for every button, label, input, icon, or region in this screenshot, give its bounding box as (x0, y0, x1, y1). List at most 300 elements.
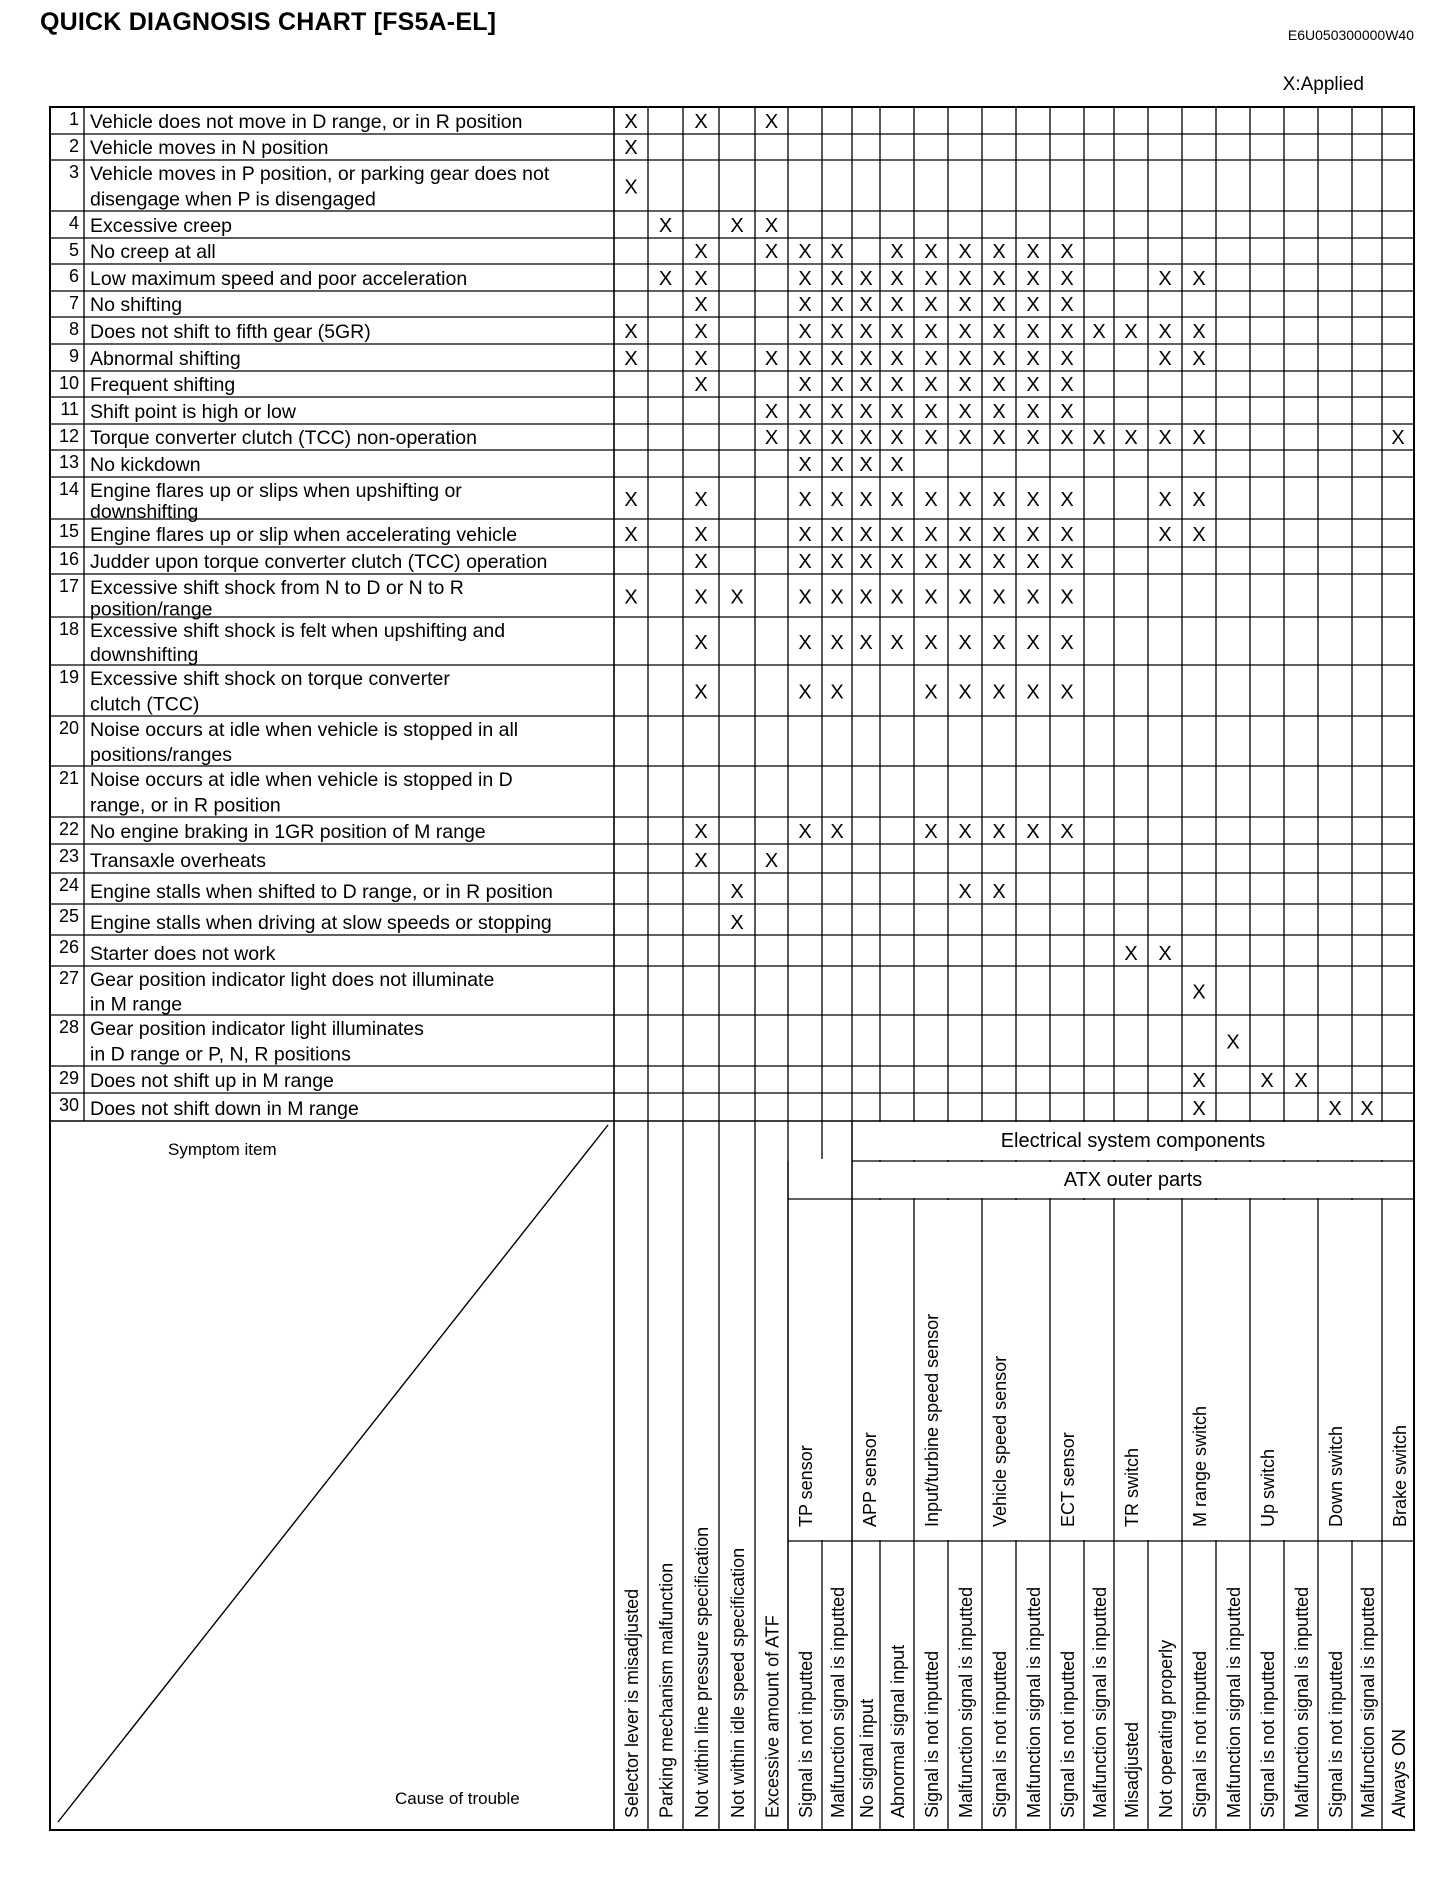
applied-mark: X (1360, 1098, 1374, 1120)
applied-mark: X (992, 401, 1006, 423)
applied-mark: X (830, 821, 844, 843)
applied-mark: X (830, 524, 844, 546)
applied-mark: X (624, 524, 638, 546)
applied-mark: X (1158, 524, 1172, 546)
applied-mark: X (798, 821, 812, 843)
column-label-1: Selector lever is misadjusted (622, 1588, 642, 1818)
applied-mark: X (958, 374, 972, 396)
applied-mark: X (730, 215, 744, 237)
applied-mark: X (1026, 294, 1040, 316)
symptom-text: positions/ranges (90, 744, 233, 766)
symptom-text: No kickdown (90, 454, 201, 476)
applied-mark: X (859, 374, 873, 396)
applied-mark: X (830, 632, 844, 654)
row-number: 13 (58, 452, 79, 472)
applied-mark: X (798, 321, 812, 343)
applied-mark: X (924, 524, 938, 546)
applied-mark: X (1391, 427, 1405, 449)
applied-mark: X (924, 681, 938, 704)
applied-mark: X (830, 268, 844, 290)
applied-mark: X (694, 586, 708, 609)
applied-mark: X (624, 176, 638, 199)
applied-mark: X (1158, 427, 1172, 449)
column-label-23: Malfunction signal is inputted (1358, 1586, 1378, 1818)
applied-mark: X (1158, 268, 1172, 290)
column-label-2: Parking mechanism malfunction (656, 1562, 677, 1818)
column-label-5: Excessive amount of ATF (762, 1615, 783, 1818)
applied-mark: X (1092, 321, 1106, 343)
row-number: 23 (58, 846, 79, 866)
sensor-group-label-5: ECT sensor (1058, 1432, 1078, 1527)
applied-mark: X (890, 348, 904, 370)
applied-mark: X (1192, 427, 1206, 449)
applied-mark: X (859, 401, 873, 423)
applied-mark: X (992, 241, 1006, 263)
applied-mark: X (830, 681, 844, 704)
sensor-group-label-9: Down switch (1326, 1425, 1346, 1527)
applied-mark: X (1192, 524, 1206, 546)
applied-mark: X (1026, 489, 1040, 511)
column-label-10: Signal is not inputted (922, 1650, 942, 1818)
applied-mark: X (1060, 551, 1074, 573)
row-number: 18 (58, 619, 79, 639)
applied-mark: X (859, 524, 873, 546)
applied-mark: X (1026, 241, 1040, 263)
row-number: 11 (60, 399, 79, 419)
applied-mark: X (958, 632, 972, 654)
column-label-11: Malfunction signal is inputted (956, 1586, 976, 1818)
column-label-12: Signal is not inputted (990, 1650, 1010, 1818)
applied-mark: X (992, 489, 1006, 511)
applied-mark: X (1026, 681, 1040, 704)
row-number: 28 (58, 1017, 79, 1037)
applied-mark: X (992, 348, 1006, 370)
applied-mark: X (1060, 586, 1074, 609)
applied-mark: X (859, 632, 873, 654)
column-label-19: Malfunction signal is inputted (1224, 1586, 1244, 1818)
applied-mark: X (830, 401, 844, 423)
row-number: 16 (58, 549, 79, 569)
applied-mark: X (1060, 401, 1074, 423)
row-number: 30 (58, 1095, 79, 1115)
applied-mark: X (624, 137, 638, 159)
column-label-18: Signal is not inputted (1190, 1650, 1210, 1818)
applied-mark: X (890, 489, 904, 511)
applied-mark: X (1060, 681, 1074, 704)
row-number: 15 (58, 521, 79, 541)
applied-mark: X (1060, 348, 1074, 370)
applied-mark: X (992, 881, 1006, 903)
applied-mark: X (694, 821, 708, 843)
applied-mark: X (798, 374, 812, 396)
applied-mark: X (924, 821, 938, 843)
applied-mark: X (830, 374, 844, 396)
applied-mark: X (992, 586, 1006, 609)
row-number: 21 (58, 768, 79, 788)
applied-mark: X (764, 850, 779, 872)
applied-mark: X (830, 454, 844, 476)
row-number: 8 (68, 319, 79, 339)
sensor-group-label-8: Up switch (1258, 1448, 1278, 1527)
corner-cause-label: Cause of trouble (395, 1789, 520, 1808)
applied-mark: X (890, 241, 904, 263)
applied-mark: X (924, 268, 938, 290)
column-label-6: Signal is not inputted (796, 1650, 816, 1818)
applied-mark: X (1026, 268, 1040, 290)
sensor-group-label-10: Brake switch (1390, 1424, 1410, 1527)
symptom-text: Engine stalls when driving at slow speeds or stopping (90, 912, 552, 934)
symptom-text: Torque converter clutch (TCC) non-operation (90, 427, 477, 449)
row-number: 9 (68, 346, 79, 366)
applied-mark: X (859, 551, 873, 573)
applied-mark: X (1060, 294, 1074, 316)
applied-mark: X (924, 489, 938, 511)
corner-diagonal (58, 1125, 608, 1822)
symptom-text: Judder upon torque converter clutch (TCC) operation (90, 551, 548, 573)
applied-mark: X (798, 524, 812, 546)
applied-mark: X (992, 551, 1006, 573)
column-label-24: Always ON (1389, 1728, 1409, 1818)
row-number: 29 (58, 1068, 79, 1088)
applied-mark: X (694, 489, 708, 511)
applied-mark: X (798, 401, 812, 423)
applied-mark: X (958, 524, 972, 546)
applied-mark: X (958, 348, 972, 370)
applied-mark: X (694, 348, 708, 370)
applied-mark: X (958, 241, 972, 263)
row-number: 3 (68, 162, 79, 182)
applied-mark: X (1026, 401, 1040, 423)
applied-mark: X (830, 586, 844, 609)
sensor-group-label-4: Vehicle speed sensor (990, 1355, 1010, 1527)
applied-mark: X (624, 348, 638, 370)
applied-mark: X (1192, 489, 1206, 511)
row-number: 27 (58, 968, 79, 988)
column-label-20: Signal is not inputted (1258, 1650, 1278, 1818)
applied-mark: X (924, 401, 938, 423)
applied-mark: X (1026, 632, 1040, 654)
applied-mark: X (1260, 1070, 1274, 1092)
column-label-8: No signal input (857, 1698, 877, 1818)
applied-mark: X (798, 348, 812, 370)
applied-mark: X (992, 524, 1006, 546)
applied-mark: X (924, 427, 938, 449)
symptom-text: Vehicle moves in N position (90, 137, 329, 159)
applied-mark: X (958, 681, 972, 704)
applied-mark: X (890, 524, 904, 546)
applied-mark: X (1158, 321, 1172, 343)
symptom-text: Noise occurs at idle when vehicle is stopped in all (90, 719, 519, 741)
applied-mark: X (859, 321, 873, 343)
row-number: 7 (68, 293, 79, 313)
applied-mark: X (730, 881, 744, 903)
applied-mark: X (1026, 524, 1040, 546)
row-number: 10 (58, 373, 79, 393)
sensor-group-label-1: TP sensor (796, 1445, 816, 1527)
applied-mark: X (694, 681, 708, 704)
symptom-text: No shifting (90, 294, 183, 316)
symptom-text: Does not shift down in M range (90, 1098, 359, 1120)
applied-mark: X (1026, 586, 1040, 609)
applied-mark: X (764, 348, 779, 370)
applied-mark: X (924, 374, 938, 396)
applied-mark: X (1026, 821, 1040, 843)
applied-mark: X (694, 268, 708, 290)
applied-mark: X (798, 489, 812, 511)
symptom-text: Engine flares up or slip when accelerating vehicle (90, 524, 518, 546)
applied-mark: X (1328, 1098, 1342, 1120)
applied-mark: X (992, 374, 1006, 396)
applied-mark: X (694, 524, 708, 546)
page-title: QUICK DIAGNOSIS CHART [FS5A-EL] (40, 8, 497, 36)
applied-mark: X (1026, 427, 1040, 449)
applied-mark: X (694, 241, 708, 263)
applied-mark: X (1060, 524, 1074, 546)
corner-symptom-label: Symptom item (168, 1140, 277, 1159)
applied-mark: X (890, 401, 904, 423)
applied-mark: X (1294, 1070, 1308, 1092)
symptom-text: No creep at all (90, 241, 216, 263)
symptom-text: Engine flares up or slips when upshifting or (90, 480, 462, 502)
symptom-text: Excessive shift shock from N to D or N to R (90, 577, 464, 599)
applied-mark: X (859, 586, 873, 609)
symptom-text: Noise occurs at idle when vehicle is stopped in D (90, 769, 513, 791)
applied-mark: X (859, 427, 873, 449)
applied-mark: X (1226, 1031, 1240, 1054)
applied-mark: X (958, 268, 972, 290)
applied-mark: X (890, 632, 904, 654)
applied-mark: X (924, 321, 938, 343)
applied-mark: X (992, 294, 1006, 316)
symptom-text: Does not shift to fifth gear (5GR) (90, 321, 371, 343)
applied-mark: X (830, 427, 844, 449)
column-label-7: Malfunction signal is inputted (828, 1586, 848, 1818)
column-label-13: Malfunction signal is inputted (1024, 1586, 1044, 1818)
applied-mark: X (958, 489, 972, 511)
applied-mark: X (859, 489, 873, 511)
sensor-group-label-2: APP sensor (860, 1432, 880, 1527)
applied-mark: X (992, 821, 1006, 843)
applied-mark: X (992, 268, 1006, 290)
applied-mark: X (890, 427, 904, 449)
symptom-text: Gear position indicator light does not illuminate (90, 969, 495, 991)
symptom-text: disengage when P is disengaged (90, 188, 376, 211)
symptom-text: downshifting (90, 644, 199, 666)
applied-mark: X (924, 586, 938, 609)
row-number: 20 (58, 718, 79, 738)
symptom-text: Starter does not work (90, 943, 276, 965)
applied-mark: X (730, 586, 744, 609)
applied-mark: X (992, 681, 1006, 704)
applied-mark: X (1192, 268, 1206, 290)
column-label-3: Not within line pressure specification (692, 1526, 712, 1818)
applied-mark: X (1092, 427, 1106, 449)
applied-mark: X (890, 454, 904, 476)
applied-mark: X (1192, 1098, 1206, 1120)
applied-mark: X (1060, 268, 1074, 290)
legend: X:Applied (1282, 74, 1364, 95)
applied-mark: X (958, 821, 972, 843)
applied-mark: X (764, 111, 779, 133)
applied-mark: X (958, 294, 972, 316)
applied-mark: X (890, 374, 904, 396)
row-number: 26 (58, 937, 79, 957)
applied-mark: X (1060, 321, 1074, 343)
symptom-text: No engine braking in 1GR position of M range (90, 821, 486, 843)
applied-mark: X (958, 321, 972, 343)
row-number: 22 (58, 819, 79, 839)
symptom-text: in M range (90, 993, 183, 1016)
applied-mark: X (624, 586, 638, 609)
row-number: 24 (58, 875, 79, 895)
symptom-text: Shift point is high or low (90, 401, 296, 423)
document-code: E6U050300000W40 (1287, 27, 1414, 43)
row-number: 19 (58, 667, 79, 687)
symptom-text: clutch (TCC) (90, 693, 200, 716)
applied-mark: X (1192, 1070, 1206, 1092)
applied-mark: X (992, 427, 1006, 449)
symptom-text: Low maximum speed and poor acceleration (90, 268, 468, 290)
applied-mark: X (798, 551, 812, 573)
applied-mark: X (890, 551, 904, 573)
symptom-text: Excessive shift shock on torque converter (90, 668, 450, 690)
symptom-text: Gear position indicator light illuminates (90, 1018, 424, 1040)
applied-mark: X (764, 401, 779, 423)
applied-mark: X (624, 489, 638, 511)
atx-header: ATX outer parts (1063, 1169, 1203, 1191)
applied-mark: X (958, 427, 972, 449)
row-number: 25 (58, 906, 79, 926)
applied-mark: X (1192, 981, 1206, 1004)
applied-mark: X (798, 586, 812, 609)
column-label-15: Malfunction signal is inputted (1090, 1586, 1110, 1818)
row-number: 14 (58, 479, 79, 499)
applied-mark: X (694, 294, 708, 316)
applied-mark: X (764, 241, 779, 263)
applied-mark: X (992, 632, 1006, 654)
sensor-group-label-6: TR switch (1122, 1447, 1142, 1527)
applied-mark: X (624, 321, 638, 343)
symptom-text: Engine stalls when shifted to D range, or in R position (90, 881, 553, 903)
symptom-text: Abnormal shifting (90, 348, 241, 370)
row-number: 12 (58, 426, 79, 446)
row-number: 17 (58, 576, 79, 596)
column-label-21: Malfunction signal is inputted (1292, 1586, 1312, 1818)
applied-mark: X (1158, 943, 1172, 965)
applied-mark: X (694, 551, 708, 573)
tp-band-bg (789, 1159, 851, 1201)
applied-mark: X (1060, 821, 1074, 843)
applied-mark: X (859, 454, 873, 476)
row-number: 4 (68, 213, 79, 233)
applied-mark: X (830, 489, 844, 511)
applied-mark: X (958, 881, 972, 903)
applied-mark: X (1060, 241, 1074, 263)
applied-mark: X (764, 427, 779, 449)
applied-mark: X (1124, 427, 1138, 449)
sensor-group-label-7: M range switch (1190, 1405, 1210, 1527)
applied-mark: X (1124, 321, 1138, 343)
applied-mark: X (958, 586, 972, 609)
applied-mark: X (1192, 348, 1206, 370)
applied-mark: X (730, 912, 744, 934)
applied-mark: X (764, 215, 779, 237)
applied-mark: X (694, 321, 708, 343)
symptom-text: range, or in R position (90, 794, 281, 817)
applied-mark: X (1060, 427, 1074, 449)
row-number: 5 (68, 240, 79, 260)
applied-mark: X (830, 321, 844, 343)
applied-mark: X (1026, 374, 1040, 396)
applied-mark: X (992, 321, 1006, 343)
column-label-4: Not within idle speed specification (728, 1547, 748, 1818)
applied-mark: X (1158, 489, 1172, 511)
symptom-text: Frequent shifting (90, 374, 236, 396)
applied-mark: X (798, 632, 812, 654)
applied-mark: X (798, 241, 812, 263)
applied-mark: X (624, 111, 638, 133)
applied-mark: X (924, 241, 938, 263)
applied-mark: X (1026, 321, 1040, 343)
applied-mark: X (830, 348, 844, 370)
symptom-text: Transaxle overheats (90, 850, 266, 872)
applied-mark: X (658, 268, 673, 290)
applied-mark: X (1026, 348, 1040, 370)
applied-mark: X (1124, 943, 1138, 965)
applied-mark: X (1060, 374, 1074, 396)
applied-mark: X (694, 374, 708, 396)
row-number: 1 (68, 109, 79, 129)
applied-mark: X (958, 401, 972, 423)
applied-mark: X (924, 294, 938, 316)
column-label-9: Abnormal signal input (888, 1644, 908, 1818)
row-number: 6 (68, 266, 79, 286)
column-label-16: Misadjusted (1122, 1721, 1142, 1818)
applied-mark: X (694, 850, 708, 872)
symptom-text: Does not shift up in M range (90, 1070, 334, 1092)
sensor-group-label-3: Input/turbine speed sensor (922, 1313, 942, 1527)
applied-mark: X (798, 454, 812, 476)
symptom-text: in D range or P, N, R positions (90, 1043, 351, 1066)
symptom-text: Excessive shift shock is felt when upshifting and (90, 620, 506, 642)
symptom-text: downshifting (90, 501, 199, 523)
applied-mark: X (890, 268, 904, 290)
applied-mark: X (859, 268, 873, 290)
applied-mark: X (798, 681, 812, 704)
applied-mark: X (924, 632, 938, 654)
symptom-text: Vehicle does not move in D range, or in R position (90, 111, 523, 133)
applied-mark: X (890, 586, 904, 609)
applied-mark: X (1158, 348, 1172, 370)
column-label-17: Not operating properly (1156, 1639, 1176, 1818)
applied-mark: X (830, 241, 844, 263)
applied-mark: X (859, 348, 873, 370)
applied-mark: X (1192, 321, 1206, 343)
applied-mark: X (958, 551, 972, 573)
applied-mark: X (830, 551, 844, 573)
applied-mark: X (798, 294, 812, 316)
electrical-header: Electrical system components (1000, 1130, 1266, 1152)
applied-mark: X (1026, 551, 1040, 573)
applied-mark: X (924, 551, 938, 573)
applied-mark: X (890, 321, 904, 343)
applied-mark: X (798, 268, 812, 290)
symptom-text: position/range (90, 598, 213, 621)
applied-mark: X (1060, 632, 1074, 654)
column-label-14: Signal is not inputted (1058, 1650, 1078, 1818)
symptom-text: Excessive creep (90, 215, 232, 237)
column-label-22: Signal is not inputted (1326, 1650, 1346, 1818)
